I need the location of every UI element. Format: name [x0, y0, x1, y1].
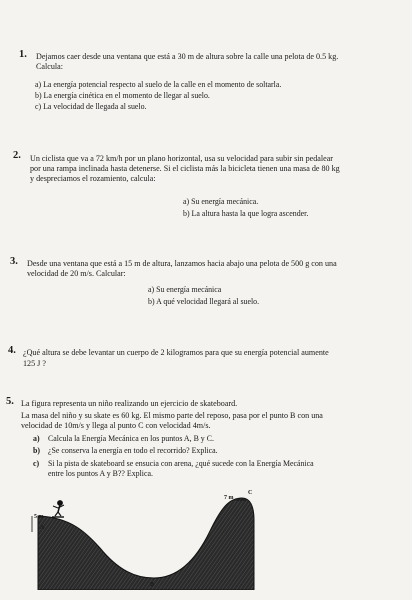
problem-text-line: Calcula: — [36, 62, 63, 71]
problem-number: 3. — [10, 256, 18, 267]
item-letter: b) — [33, 446, 41, 455]
problem-number: 5. — [6, 396, 14, 407]
question-item: b) La altura hasta la que logra ascender. — [183, 209, 309, 218]
problem-text-line: Un ciclista que va a 72 km/h por un plano horizontal, usa su velocidad para subir sin pedalear — [30, 154, 333, 163]
question-item: b) A qué velocidad llegará al suelo. — [148, 297, 260, 306]
problem-text-line: y despreciamos el rozamiento, calcula: — [30, 174, 156, 183]
question-item: ¿Se conserva la energía en todo el recorrido? Explica. — [48, 446, 218, 455]
question-item: Si la pista de skateboard se ensucia con arena, ¿qué sucede con la Energía Mecánica — [48, 459, 314, 468]
question-item: a) Su energía mecánica — [148, 285, 222, 294]
skateboard-track-figure — [30, 486, 260, 590]
question-item: Calcula la Energía Mecánica en los puntos A, B y C. — [48, 434, 214, 443]
problem-text-line: velocidad de 20 m/s. Calcular: — [27, 269, 126, 278]
problem-text-line: por una rampa inclinada hasta detenerse. Si el ciclista más la bicicleta tienen una masa de 80 kg — [30, 164, 340, 173]
point-c-label: C — [248, 490, 253, 496]
problem-text-line: La masa del niño y su skate es 60 kg. El mismo parte del reposo, pasa por el punto B con una — [21, 411, 323, 420]
skater-figure — [52, 501, 64, 517]
question-item: a) La energía potencial respecto al suelo de la calle en el momento de soltarla. — [35, 80, 282, 89]
problem-text-line: La figura representa un niño realizando un ejercicio de skateboard. — [21, 399, 238, 408]
track-drawing — [30, 486, 260, 590]
problem-text-line: ¿Qué altura se debe levantar un cuerpo de 2 kilogramos para que su energía potencial aumente — [23, 348, 329, 357]
item-letter: c) — [33, 459, 40, 468]
question-item: entre los puntos A y B?? Explica. — [48, 469, 153, 478]
question-item: c) La velocidad de llegada al suelo. — [35, 102, 147, 111]
height-label-7m: 7 m — [224, 495, 234, 501]
problem-text-line: 125 J ? — [23, 359, 46, 368]
question-item: b) La energía cinética en el momento de llegar al suelo. — [35, 91, 210, 100]
problem-text-line: velocidad de 10m/s y llega al punto C con velocidad 4m/s. — [21, 421, 211, 430]
item-letter: a) — [33, 434, 40, 443]
question-item: a) Su energía mecánica. — [183, 197, 259, 206]
height-label-5m: 5 m — [34, 514, 44, 520]
problem-number: 1. — [19, 49, 27, 60]
problem-number: 2. — [13, 150, 21, 161]
track-surface — [38, 498, 254, 590]
problem-text-line: Desde una ventana que está a 15 m de altura, lanzamos hacia abajo una pelota de 500 g con una — [27, 259, 337, 268]
problem-number: 4. — [8, 345, 16, 356]
point-b-label: B — [150, 582, 155, 588]
problem-text-line: Dejamos caer desde una ventana que está a 30 m de altura sobre la calle una pelota de 0.5 kg. — [36, 52, 339, 61]
point-a-label: A — [40, 525, 45, 531]
